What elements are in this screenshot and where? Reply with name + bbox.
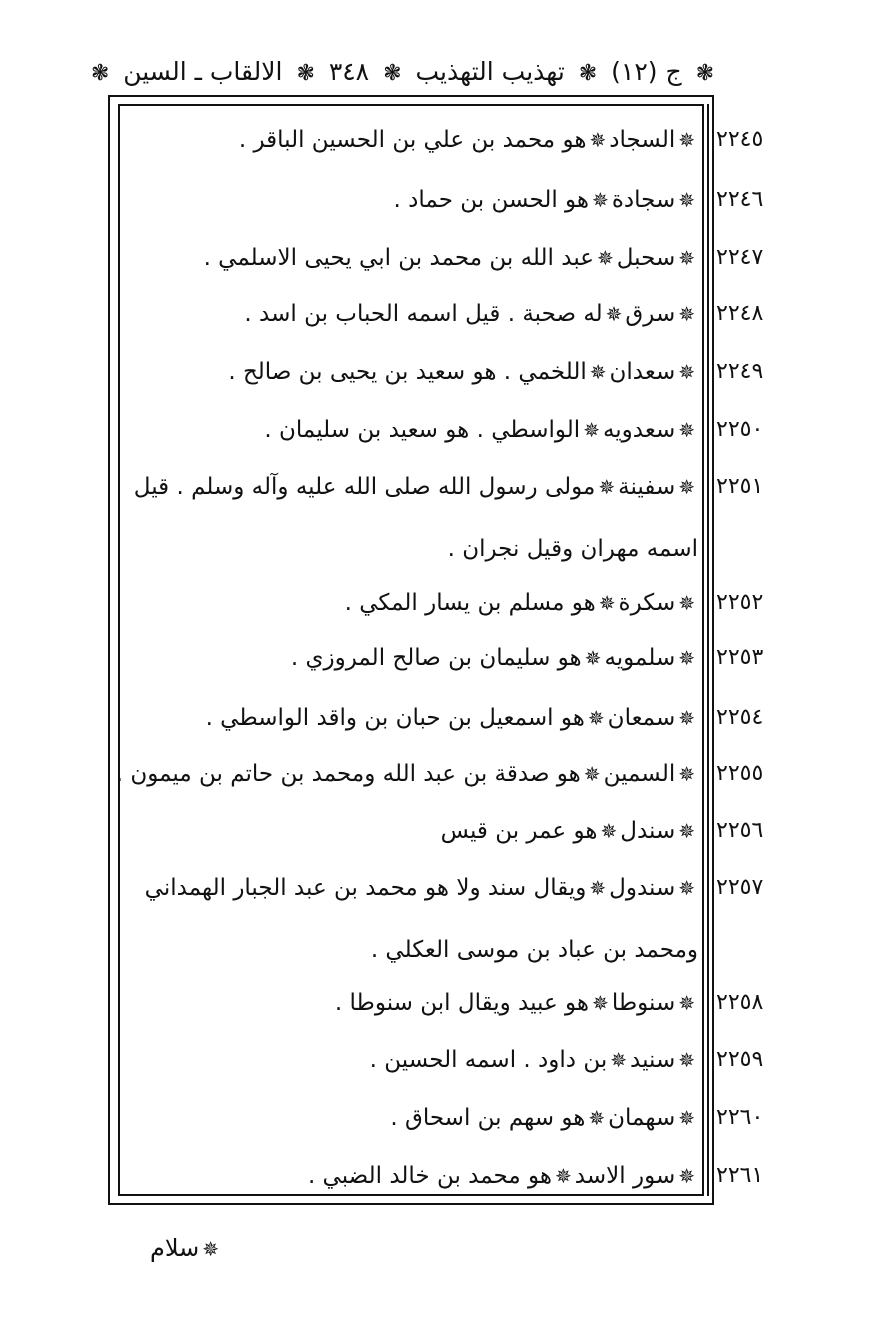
entry-description: هو مسلم بن يسار المكي . bbox=[344, 590, 596, 616]
entry-description: اللخمي . هو سعيد بن يحيى بن صالح . bbox=[228, 359, 587, 385]
entry-text bbox=[128, 125, 698, 155]
entry-description: هو صدقة بن عبد الله ومحمد بن حاتم بن ميمون . bbox=[115, 761, 581, 787]
entry-number: ٢٢٤٦ bbox=[716, 187, 764, 212]
star-icon: ✵ bbox=[589, 876, 607, 900]
star-icon: ✵ bbox=[678, 991, 695, 1015]
entry-name: سرق bbox=[625, 301, 676, 327]
header-book-title: تهذيب التهذيب bbox=[415, 57, 565, 86]
entry-number: ٢٢٦١ bbox=[716, 1163, 764, 1188]
entry-number: ٢٢٥٤ bbox=[716, 705, 764, 730]
star-icon: ✵ bbox=[678, 188, 695, 212]
star-icon: ✵ bbox=[678, 876, 695, 900]
entry-text bbox=[115, 759, 698, 789]
star-icon: ✵ bbox=[584, 646, 602, 670]
star-icon: ✵ bbox=[596, 246, 614, 270]
header-volume: ج (١٢) bbox=[611, 57, 682, 86]
entry-description: مولى رسول الله صلى الله عليه وآله وسلم . قيل اسمه مهران وقيل نجران . bbox=[133, 474, 698, 562]
star-icon: ✵ bbox=[678, 418, 695, 442]
page-header bbox=[90, 52, 720, 92]
star-icon: ✵ bbox=[589, 128, 607, 152]
entry-number: ٢٢٥١ bbox=[716, 474, 764, 499]
star-icon: ✵ bbox=[678, 706, 695, 730]
entry-text bbox=[128, 1161, 698, 1191]
entry-text bbox=[128, 415, 698, 445]
star-icon: ✵ bbox=[678, 762, 695, 786]
star-icon: ✵ bbox=[678, 246, 695, 270]
star-icon: ✵ bbox=[600, 819, 618, 843]
star-icon: ✵ bbox=[587, 706, 605, 730]
entry-text bbox=[128, 357, 698, 387]
ornament-icon: ❃ bbox=[90, 61, 110, 86]
entry-text bbox=[128, 1045, 698, 1075]
star-icon: ✵ bbox=[678, 591, 695, 615]
entry-text bbox=[128, 299, 698, 329]
entry-name: سحبل bbox=[616, 245, 676, 271]
entry-text bbox=[128, 456, 698, 580]
number-column-rule bbox=[707, 104, 709, 1196]
ornament-icon: ❃ bbox=[296, 61, 315, 86]
star-icon: ✵ bbox=[678, 475, 695, 499]
entry-number: ٢٢٥٣ bbox=[716, 645, 764, 670]
entry-text bbox=[128, 588, 698, 618]
star-icon: ✵ bbox=[678, 646, 695, 670]
entry-name: سنيد bbox=[630, 1047, 676, 1073]
ornament-icon: ❃ bbox=[695, 61, 714, 86]
entry-name: سلمويه bbox=[604, 645, 676, 671]
entry-number: ٢٢٥٢ bbox=[716, 590, 764, 615]
entry-name: السمين bbox=[603, 761, 676, 787]
ornament-icon: ❃ bbox=[383, 61, 402, 86]
star-icon: ✵ bbox=[583, 762, 601, 786]
star-icon: ✵ bbox=[678, 1106, 695, 1130]
entry-number: ٢٢٤٩ bbox=[716, 359, 764, 384]
ornament-icon: ❃ bbox=[578, 61, 598, 86]
star-icon: ✵ bbox=[678, 128, 695, 152]
star-icon: ✵ bbox=[555, 1164, 572, 1188]
entry-text bbox=[128, 243, 698, 273]
entry-number: ٢٢٥٧ bbox=[716, 875, 764, 900]
star-icon: ✵ bbox=[678, 819, 695, 843]
entry-description: هو الحسن بن حماد . bbox=[393, 187, 590, 213]
catchword bbox=[150, 1228, 400, 1269]
entry-number: ٢٢٥٦ bbox=[716, 818, 764, 843]
entry-text bbox=[128, 1103, 698, 1133]
entry-name: السجاد bbox=[609, 127, 676, 153]
entry-description: هو عبيد ويقال ابن سنوطا . bbox=[334, 990, 590, 1016]
star-icon: ✵ bbox=[610, 1048, 627, 1072]
entry-name: سكرة bbox=[618, 590, 676, 616]
entry-text bbox=[128, 988, 698, 1018]
entry-description: بن داود . اسمه الحسين . bbox=[369, 1047, 608, 1073]
star-icon: ✵ bbox=[202, 1237, 220, 1261]
entry-number: ٢٢٤٥ bbox=[716, 127, 764, 152]
entry-name: سنوطا bbox=[611, 990, 676, 1016]
entry-number: ٢٢٤٨ bbox=[716, 301, 764, 326]
entry-number: ٢٢٥٥ bbox=[716, 761, 764, 786]
catchword-text: سلام bbox=[150, 1234, 200, 1262]
entry-name: سندل bbox=[620, 818, 676, 844]
star-icon: ✵ bbox=[605, 302, 623, 326]
star-icon: ✵ bbox=[598, 591, 616, 615]
entry-number: ٢٢٥٩ bbox=[716, 1047, 764, 1072]
star-icon: ✵ bbox=[588, 1106, 606, 1130]
entry-description: عبد الله بن محمد بن ابي يحيى الاسلمي . bbox=[203, 245, 594, 271]
entry-description: هو سليمان بن صالح المروزي . bbox=[290, 645, 582, 671]
entry-name: سمعان bbox=[607, 705, 676, 731]
entry-name: سندول bbox=[609, 875, 676, 901]
entry-name: سعدان bbox=[609, 359, 676, 385]
entry-number: ٢٢٥٠ bbox=[716, 417, 764, 442]
header-section: الالقاب ـ السين bbox=[123, 57, 283, 86]
entry-description: هو محمد بن علي بن الحسين الباقر . bbox=[238, 127, 587, 153]
entry-description: ويقال سند ولا هو محمد بن عبد الجبار الهمداني ومحمد بن عباد بن موسى العكلي . bbox=[144, 875, 698, 963]
entry-text bbox=[128, 703, 698, 733]
entry-number: ٢٢٤٧ bbox=[716, 245, 764, 270]
entry-name: سفينة bbox=[618, 474, 676, 500]
entry-description: الواسطي . هو سعيد بن سليمان . bbox=[264, 417, 581, 443]
star-icon: ✵ bbox=[589, 360, 607, 384]
entry-text bbox=[128, 185, 698, 215]
entry-description: هو اسمعيل بن حبان بن واقد الواسطي . bbox=[205, 705, 585, 731]
star-icon: ✵ bbox=[592, 188, 609, 212]
entry-text bbox=[128, 816, 698, 846]
star-icon: ✵ bbox=[678, 360, 695, 384]
star-icon: ✵ bbox=[678, 302, 695, 326]
entry-number: ٢٢٦٠ bbox=[716, 1105, 764, 1130]
entry-description: هو عمر بن قيس bbox=[440, 818, 598, 844]
entry-description: له صحبة . قيل اسمه الحباب بن اسد . bbox=[244, 301, 603, 327]
entry-text bbox=[128, 857, 698, 981]
entry-text bbox=[128, 643, 698, 673]
entry-number: ٢٢٥٨ bbox=[716, 990, 764, 1015]
star-icon: ✵ bbox=[583, 418, 600, 442]
star-icon: ✵ bbox=[678, 1048, 695, 1072]
entry-name: سعدويه bbox=[602, 417, 676, 443]
entry-description: هو سهم بن اسحاق . bbox=[390, 1105, 586, 1131]
header-page-number: ٣٤٨ bbox=[328, 57, 370, 86]
star-icon: ✵ bbox=[598, 475, 616, 499]
entry-name: سهمان bbox=[608, 1105, 676, 1131]
entry-name: سور الاسد bbox=[574, 1163, 676, 1189]
entry-description: هو محمد بن خالد الضبي . bbox=[307, 1163, 553, 1189]
star-icon: ✵ bbox=[592, 991, 609, 1015]
star-icon: ✵ bbox=[678, 1164, 695, 1188]
entry-name: سجادة bbox=[611, 187, 676, 213]
